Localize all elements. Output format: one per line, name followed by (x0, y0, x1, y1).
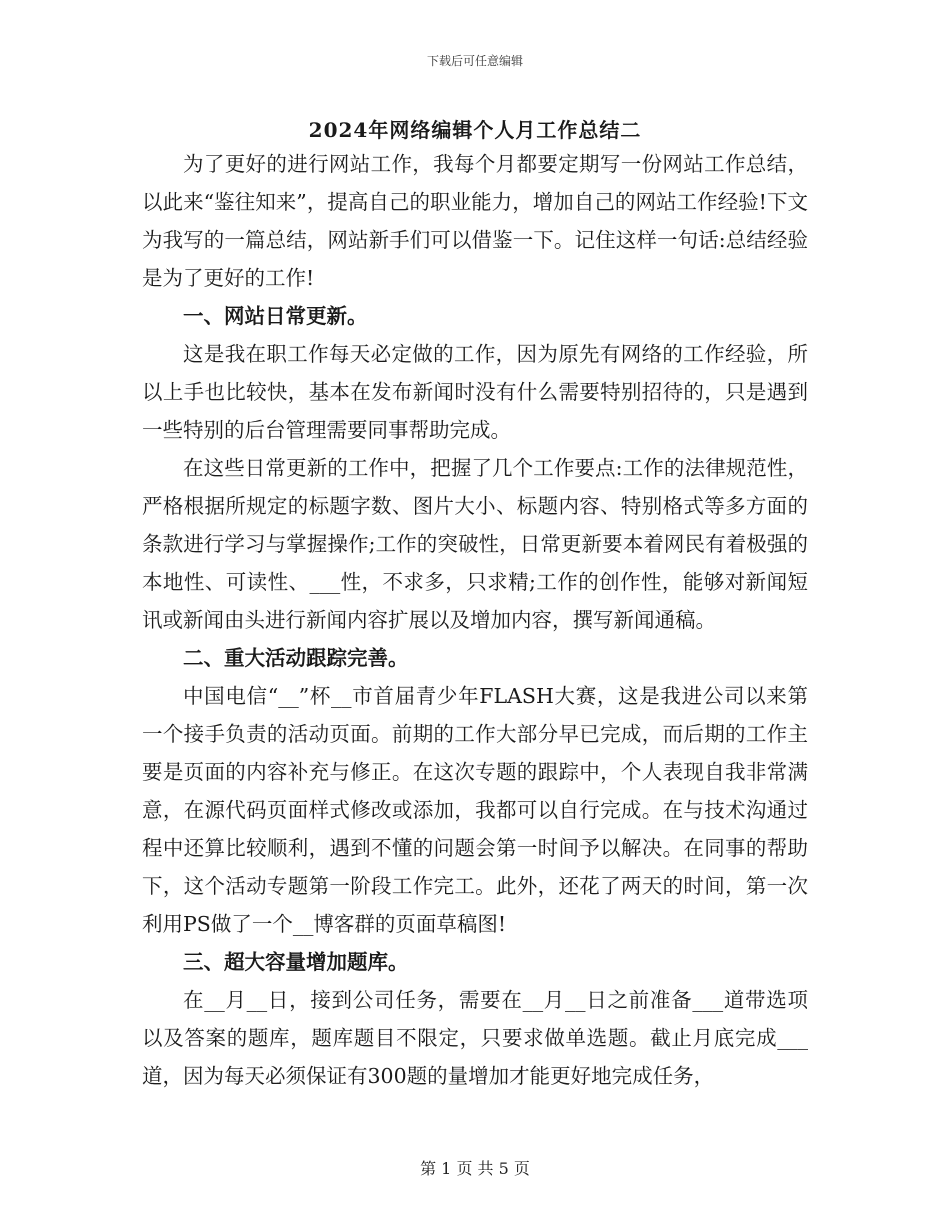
section-1-paragraph-2: 在这些日常更新的工作中，把握了几个工作要点:工作的法律规范性，严格根据所规定的标题字数、图片大小、标题内容、特别格式等多方面的条款进行学习与掌握操作;工作的突破性，日常更新要本着网民有着极强的本地性、可读性、___性，不求多，只求精;工作的创作性，能够对新闻短讯或新闻由头进行新闻内容扩展以及增加内容，撰写新闻通稿。 (142, 456, 808, 632)
section-1-paragraph-1: 这是我在职工作每天必定做的工作，因为原先有网络的工作经验，所以上手也比较快，基本在发布新闻时没有什么需要特别招待的，只是遇到一些特别的后台管理需要同事帮助完成。 (142, 342, 808, 442)
section-2-paragraph-1: 中国电信“__”杯__市首届青少年FLASH大赛，这是我进公司以来第一个接手负责的活动页面。前期的工作大部分早已完成，而后期的工作主要是页面的内容补充与修正。在这次专题的跟踪中，个人表现自我非常满意，在源代码页面样式修改或添加，我都可以自行完成。在与技术沟通过程中还算比较顺利，遇到不懂的问题会第一时间予以解决。在同事的帮助下，这个活动专题第一阶段工作完工。此外，还花了两天的时间，第一次利用PS做了一个__博客群的页面草稿图! (142, 684, 808, 936)
page-footer: 第 1 页 共 5 页 (420, 1159, 530, 1178)
intro-paragraph: 为了更好的进行网站工作，我每个月都要定期写一份网站工作总结，以此来“鉴往知来”，提高自己的职业能力，增加自己的网站工作经验!下文为我写的一篇总结，网站新手们可以借鉴一下。记住这样一句话:总结经验是为了更好的工作! (142, 152, 808, 290)
page-header: 下载后可任意编辑 (426, 54, 523, 68)
section-3-paragraph-1: 在__月__日，接到公司任务，需要在__月__日之前准备___道带选项以及答案的题库，题库题目不限定，只要求做单选题。截止月底完成___道，因为每天必须保证有300题的量增加才能更好地完成任务， (142, 988, 808, 1088)
section-heading-2: 二、重大活动跟踪完善。 (183, 646, 409, 670)
section-heading-1: 一、网站日常更新。 (183, 304, 368, 328)
document-body (142, 145, 808, 1095)
document-title: 2024年网络编辑个人月工作总结二 (308, 118, 642, 142)
section-heading-3: 三、超大容量增加题库。 (183, 950, 409, 974)
